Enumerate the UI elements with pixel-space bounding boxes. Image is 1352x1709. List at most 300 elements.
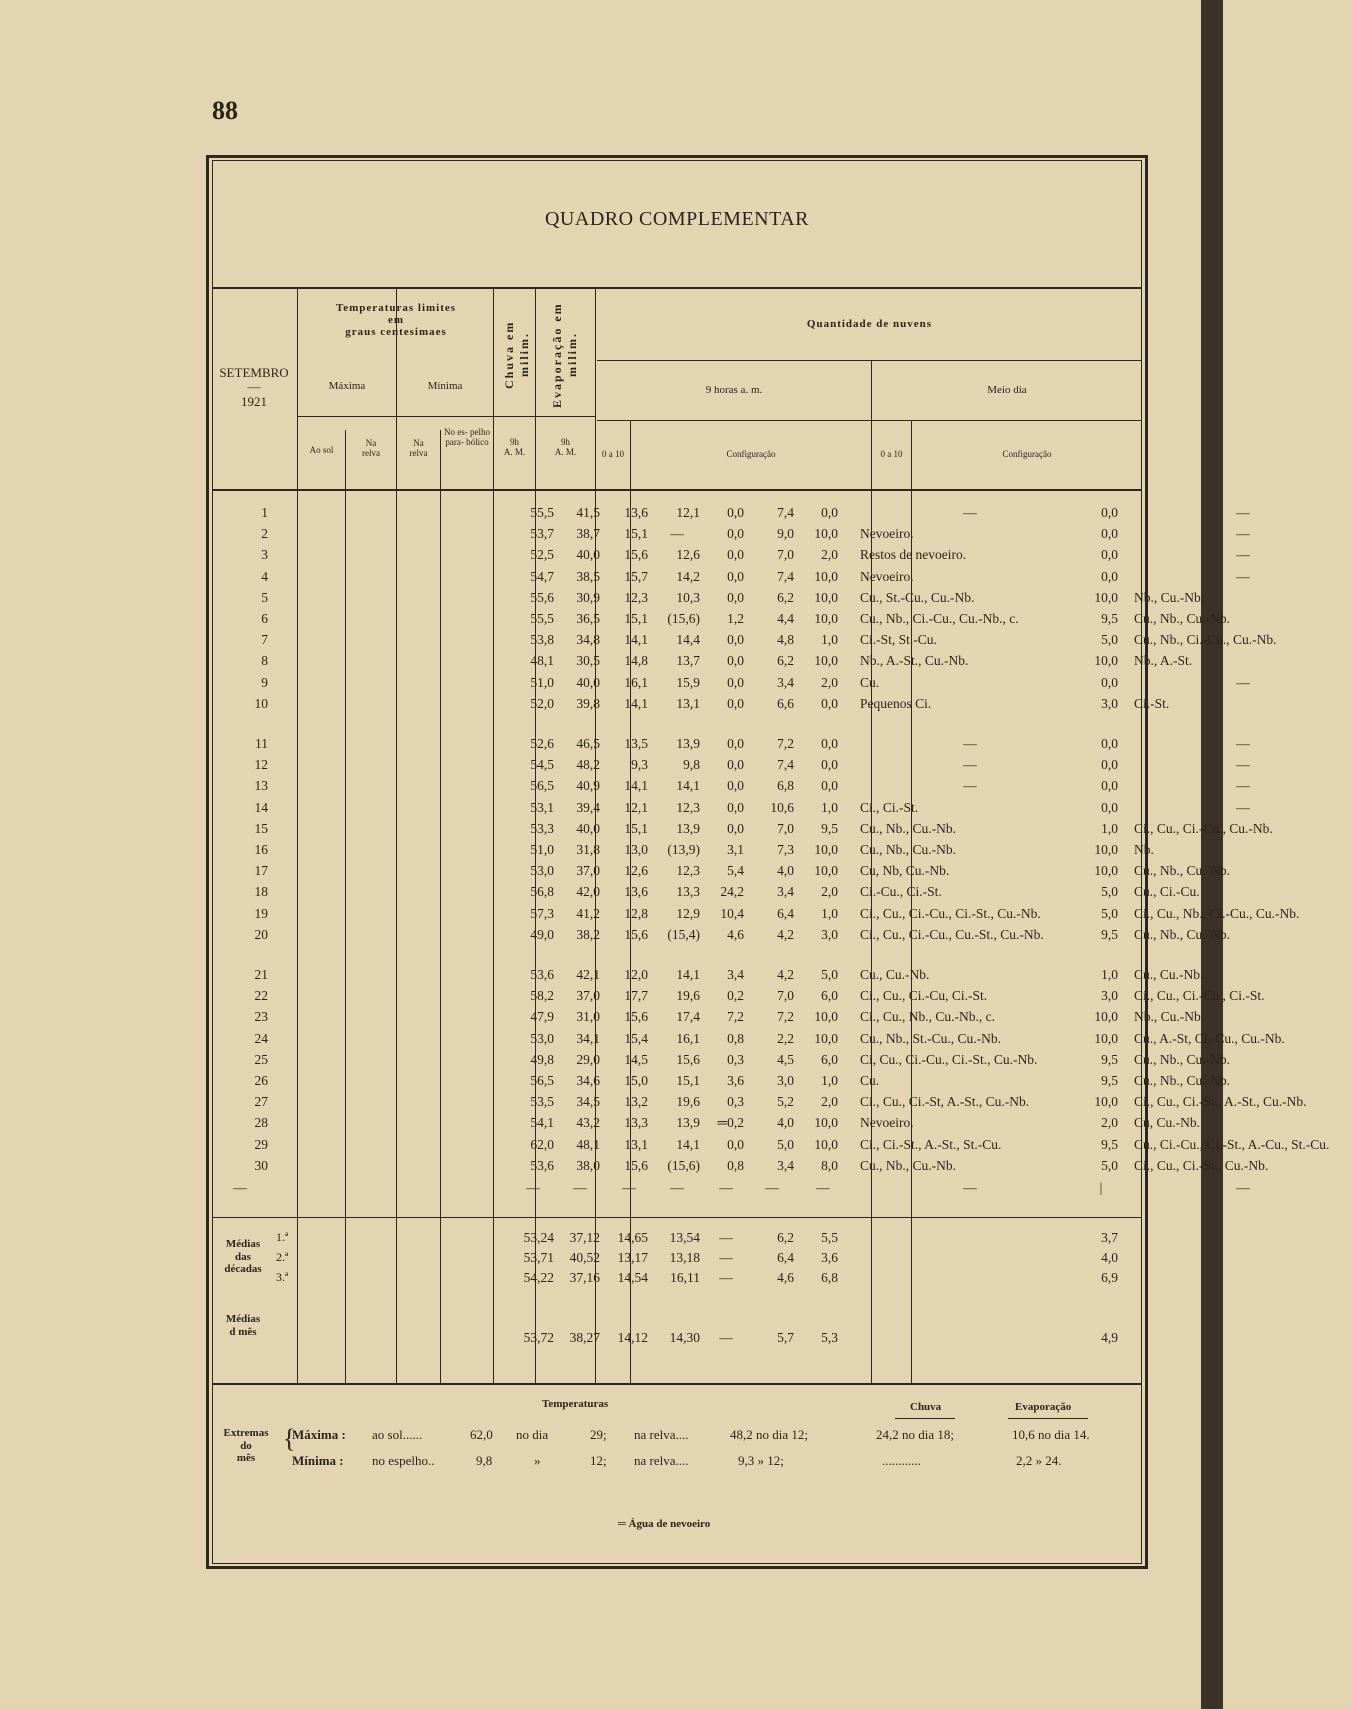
decade-avg-nmd: 4,0: [1101, 1250, 1118, 1265]
cell-nuvens-9h: 10,0: [814, 611, 838, 626]
cell-config-meio-dia: Cu., Nb., Cu.-Nb.: [1134, 863, 1231, 879]
cell-max-sol: 58,2: [530, 988, 554, 1004]
cell-config-9h: Cu., Nb., Ci.-Cu., Cu.-Nb., c.: [860, 611, 1019, 626]
cell-min-espelho: 16,1: [676, 1030, 700, 1046]
table-row: [212, 524, 1250, 545]
cell-nuvens-meio-dia: 10,0: [1094, 653, 1118, 669]
cell-chuva: 3,1: [727, 842, 744, 857]
cell-max-relva: 31,0: [576, 1009, 600, 1025]
cell-nuvens-meio-dia: 5,0: [1101, 905, 1118, 921]
dash-cell: —: [816, 1180, 830, 1195]
cell-config-9h: Cu.: [860, 1073, 880, 1088]
cell-max-relva: 34,8: [576, 632, 600, 648]
cell-day: 13: [254, 778, 268, 794]
cell-nuvens-9h: 10,0: [814, 1009, 838, 1025]
cell-max-sol: 53,5: [530, 1094, 554, 1110]
maxima-header: Máxima: [328, 380, 366, 392]
dash-cell: —: [963, 1180, 977, 1195]
cell-nuvens-9h: 6,0: [821, 988, 838, 1004]
evap-underline: [1008, 1418, 1088, 1419]
cell-chuva: 1,2: [727, 611, 744, 626]
cell-max-sol: 51,0: [530, 842, 554, 857]
header-bottom-rule: [212, 489, 1142, 491]
cell-min-espelho: 19,6: [676, 1094, 700, 1110]
cell-nuvens-9h: 6,0: [821, 1051, 838, 1067]
cell-config-9h: Ci., Cu., Nb., Cu.-Nb., c.: [860, 1009, 995, 1025]
page-title: QUADRO COMPLEMENTAR: [544, 208, 810, 230]
table-bottom-rule: [212, 1383, 1142, 1385]
cell-max-relva: 38,7: [576, 526, 600, 542]
cell-config-9h: Ci, Cu., Ci.-Cu., Ci.-St., Cu.-Nb.: [860, 1051, 1038, 1067]
cell-max-sol: 54,7: [530, 568, 554, 584]
minima-header: Mínima: [427, 380, 463, 392]
cell-config-9h: Pequenos Ci.: [860, 695, 932, 711]
decade-avg-n9: 6,8: [821, 1270, 838, 1285]
cell-config-meio-dia: Ci., Cu., Ci.-Cu., Ci.-St.: [1134, 988, 1265, 1004]
cell-day: 10: [254, 695, 268, 711]
cell-day: 18: [254, 884, 268, 900]
table-row: [212, 904, 1300, 925]
na-relva-min-header: Na relva: [409, 438, 428, 458]
evaporacao-header: Evaporação em milim.: [550, 302, 579, 408]
cell-max-relva: 36,5: [576, 611, 600, 626]
cell-nuvens-9h: 10,0: [814, 568, 838, 584]
max-ao-sol: ao sol......: [372, 1427, 423, 1442]
max-evap: 10,6 no dia 14.: [1012, 1427, 1090, 1442]
cell-max-sol: 53,0: [530, 863, 554, 879]
cell-config-9h: —: [963, 736, 977, 751]
cell-config-meio-dia: —: [1236, 778, 1250, 794]
cell-nuvens-meio-dia: 3,0: [1101, 988, 1118, 1004]
cell-nuvens-meio-dia: 0,0: [1101, 526, 1118, 542]
decade-avg-nmd: 6,9: [1101, 1270, 1118, 1285]
cell-evaporacao: 3,4: [777, 1157, 794, 1173]
cell-chuva: 0,0: [727, 695, 744, 711]
table-row: [212, 1071, 1231, 1092]
table-row: [212, 776, 1250, 797]
cell-day: 28: [254, 1115, 268, 1131]
chuva-header: Chuva em milim.: [502, 320, 531, 390]
cell-nuvens-meio-dia: 0,0: [1101, 736, 1118, 751]
cell-min-relva: 15,6: [624, 547, 648, 563]
cell-evaporacao: 4,5: [777, 1051, 794, 1067]
cell-nuvens-meio-dia: 10,0: [1094, 863, 1118, 879]
table-row: [212, 819, 1273, 840]
cell-config-9h: Nevoeiro.: [860, 1115, 914, 1131]
cell-min-espelho: 12,9: [676, 905, 700, 921]
cell-max-sol: 52,0: [530, 695, 554, 711]
cell-min-espelho: 13,3: [676, 884, 700, 900]
table-row: [212, 1050, 1231, 1071]
cell-max-relva: 38,2: [576, 926, 600, 942]
cell-min-relva: 9,3: [631, 757, 648, 773]
cell-max-sol: 54,5: [530, 757, 554, 773]
table-row: [212, 1092, 1307, 1113]
cell-min-espelho: 13,9: [676, 736, 700, 751]
cell-nuvens-9h: 2,0: [821, 1094, 838, 1110]
cell-evaporacao: 7,0: [777, 547, 794, 563]
cell-chuva: 0,0: [727, 589, 744, 605]
cell-config-9h: —: [963, 505, 977, 520]
min-evap: 2,2 » 24.: [1016, 1453, 1062, 1468]
cell-evaporacao: 7,4: [777, 568, 794, 584]
cell-min-espelho: 13,9: [676, 820, 700, 836]
min-value: 9,8: [476, 1453, 493, 1468]
meio-dia-header: Meio dia: [987, 384, 1027, 396]
cell-day: 21: [254, 967, 268, 982]
cell-day: 19: [254, 905, 268, 921]
nuvens-header: Quantidade de nuvens: [806, 318, 933, 330]
cell-min-espelho: (15,6): [667, 1157, 700, 1173]
decade-avg-min-relva: 14,54: [617, 1270, 648, 1285]
cell-max-relva: 41,5: [576, 505, 600, 520]
table-row: [212, 1029, 1285, 1050]
cell-max-sol: 55,6: [530, 589, 554, 605]
cell-day: 8: [261, 653, 268, 669]
table-row: [212, 1135, 1330, 1156]
cell-max-relva: 40,9: [576, 778, 600, 794]
cell-max-sol: 49,8: [530, 1051, 554, 1067]
cell-max-relva: 40,0: [576, 547, 600, 563]
cell-min-espelho: 9,8: [683, 757, 700, 773]
cell-nuvens-meio-dia: 2,0: [1101, 1115, 1118, 1131]
espelho-header: No es- pelho para- bólico: [444, 427, 490, 447]
cell-evaporacao: 6,8: [777, 778, 794, 794]
cell-config-meio-dia: Cu., A.-St, Ci.-Cu., Cu.-Nb.: [1134, 1030, 1285, 1046]
cell-chuva: 0,0: [727, 526, 744, 542]
cell-chuva: 7,2: [727, 1009, 744, 1025]
cell-config-meio-dia: Nb., Cu.-Nb.: [1134, 1009, 1205, 1025]
footnote: ═ Água de nevoeiro: [618, 1518, 711, 1530]
cell-chuva: 0,0: [727, 820, 744, 836]
min-chuva: ............: [882, 1453, 921, 1468]
cell-min-espelho: 15,9: [676, 674, 700, 690]
cell-nuvens-meio-dia: 10,0: [1094, 1094, 1118, 1110]
cell-evaporacao: 9,0: [777, 526, 794, 542]
cell-chuva: 0,8: [727, 1157, 744, 1173]
cell-nuvens-9h: 10,0: [814, 1030, 838, 1046]
cell-nuvens-meio-dia: 5,0: [1101, 1157, 1118, 1173]
decade-avg-chuva: —: [719, 1250, 733, 1265]
cell-nuvens-9h: 0,0: [821, 736, 838, 751]
cell-min-relva: 15,1: [624, 526, 648, 542]
cell-chuva: 24,2: [720, 884, 744, 900]
cell-day: 4: [261, 568, 268, 584]
min-day: 12;: [590, 1453, 607, 1468]
cell-min-espelho: —: [670, 526, 684, 542]
cell-min-relva: 13,1: [624, 1136, 648, 1152]
cell-config-9h: Cu., Cu.-Nb.: [860, 967, 930, 982]
cell-max-relva: 40,0: [576, 674, 600, 690]
cell-max-relva: 43,2: [576, 1115, 600, 1131]
cell-nuvens-9h: 0,0: [821, 778, 838, 794]
cell-max-relva: 37,0: [576, 863, 600, 879]
cell-max-relva: 37,0: [576, 988, 600, 1004]
cell-chuva: 0,3: [727, 1051, 744, 1067]
decade-number: 2.ª: [276, 1250, 289, 1264]
cell-config-9h: Nevoeiro.: [860, 526, 914, 542]
cell-config-9h: Ci., Ci.-St., A.-St., St.-Cu.: [860, 1136, 1002, 1152]
cell-max-sol: 53,6: [530, 1157, 554, 1173]
cell-chuva: 0,0: [727, 547, 744, 563]
cell-config-meio-dia: Ci., Cu., Ci.-Cu., Cu.-Nb.: [1134, 820, 1273, 836]
month-avg-min-relva: 14,12: [617, 1330, 648, 1345]
decade-avg-max-relva: 37,16: [569, 1270, 600, 1285]
cell-evaporacao: 7,3: [777, 842, 794, 857]
cell-config-9h: Ci.-St, St.-Cu.: [860, 632, 937, 648]
cell-nuvens-meio-dia: 0,0: [1101, 799, 1118, 815]
cell-config-meio-dia: —: [1236, 547, 1250, 563]
cell-config-9h: Ci., Cu., Ci.-St, A.-St., Cu.-Nb.: [860, 1094, 1030, 1110]
cell-min-espelho: 15,6: [676, 1051, 700, 1067]
table-row: [212, 588, 1205, 609]
cell-day: 16: [254, 842, 268, 857]
decade-avg-evap: 4,6: [777, 1270, 794, 1285]
cell-day: 6: [261, 611, 268, 626]
cell-evaporacao: 6,6: [777, 695, 794, 711]
cell-min-espelho: 12,3: [676, 799, 700, 815]
cell-max-sol: 53,7: [530, 526, 554, 542]
decade-avg-max-relva: 40,52: [569, 1250, 600, 1265]
cell-min-relva: 13,3: [624, 1115, 648, 1131]
cell-min-espelho: 13,1: [676, 695, 700, 711]
cell-max-sol: 62,0: [530, 1136, 554, 1152]
cell-max-sol: 53,0: [530, 1030, 554, 1046]
cell-evaporacao: 3,4: [777, 674, 794, 690]
cell-min-relva: 12,8: [624, 905, 648, 921]
cell-min-relva: 13,6: [624, 884, 648, 900]
cell-nuvens-9h: 0,0: [821, 505, 838, 520]
dash-cell: —: [1236, 1180, 1250, 1195]
cell-max-sol: 53,6: [530, 967, 554, 982]
table-row-dashes: [212, 1178, 1250, 1199]
cell-nuvens-9h: 9,5: [821, 820, 838, 836]
cell-nuvens-meio-dia: 10,0: [1094, 842, 1118, 857]
cell-config-meio-dia: —: [1236, 568, 1250, 584]
max-relva-value: 48,2 no dia 12;: [730, 1427, 808, 1442]
cell-max-sol: 48,1: [530, 653, 554, 669]
cell-max-sol: 53,3: [530, 820, 554, 836]
decade-avg-min-esp: 16,11: [670, 1270, 700, 1285]
cell-config-meio-dia: Ci., Cu., Nb., Ci.-Cu., Cu.-Nb.: [1134, 905, 1300, 921]
cell-nuvens-meio-dia: 1,0: [1101, 967, 1118, 982]
cell-evaporacao: 4,0: [777, 863, 794, 879]
cell-min-espelho: 14,1: [676, 778, 700, 794]
table-row: [212, 694, 1170, 715]
decade-avg-min-esp: 13,54: [669, 1230, 700, 1245]
table-row: [212, 503, 1250, 524]
cell-nuvens-9h: 0,0: [821, 695, 838, 711]
cell-max-relva: 41,2: [576, 905, 600, 921]
dash-cell: —: [719, 1180, 733, 1195]
max-chuva: 24,2 no dia 18;: [876, 1427, 954, 1442]
min-espelho: no espelho..: [372, 1453, 435, 1468]
cell-config-meio-dia: Nb.: [1134, 842, 1154, 857]
cell-config-meio-dia: Cu., Ci.-Cu., Ci.-St., A.-Cu., St.-Cu.: [1134, 1136, 1330, 1152]
cell-day: 12: [254, 757, 268, 773]
cell-config-9h: Nb., A.-St., Cu.-Nb.: [860, 653, 969, 669]
table-row: [212, 673, 1250, 694]
cell-config-meio-dia: Cu., Ci.-Cu.: [1134, 884, 1200, 900]
cell-nuvens-meio-dia: 0,0: [1101, 547, 1118, 563]
cell-max-sol: 56,5: [530, 1073, 554, 1088]
cell-min-espelho: 19,6: [676, 988, 700, 1004]
dash-cell: |: [1099, 1180, 1103, 1195]
cell-evaporacao: 7,4: [777, 505, 794, 520]
table-row: [212, 651, 1193, 672]
dash-cell: —: [765, 1180, 779, 1195]
cell-evaporacao: 6,2: [777, 589, 794, 605]
cell-min-relva: 14,5: [624, 1051, 648, 1067]
cell-min-relva: 13,5: [624, 736, 648, 751]
cell-min-relva: 15,1: [624, 611, 648, 626]
cell-nuvens-9h: 10,0: [814, 653, 838, 669]
cell-min-relva: 15,6: [624, 926, 648, 942]
maxima-label: Máxima :: [292, 1427, 346, 1442]
cell-chuva: 0,0: [727, 757, 744, 773]
cell-chuva: 0,0: [727, 674, 744, 690]
cell-min-relva: 15,7: [624, 568, 648, 584]
cell-nuvens-9h: 10,0: [814, 863, 838, 879]
cell-min-espelho: (15,6): [667, 611, 700, 626]
cell-evaporacao: 10,6: [770, 799, 794, 815]
cell-chuva: 0,8: [727, 1030, 744, 1046]
chuva-underline: [895, 1418, 955, 1419]
decade-avg-evap: 6,4: [777, 1250, 794, 1265]
table-row: [212, 1113, 1201, 1134]
cell-config-meio-dia: Cu., Nb., Ci.-Cu., Cu.-Nb.: [1134, 632, 1277, 648]
cell-nuvens-9h: 0,0: [821, 757, 838, 773]
cell-evaporacao: 7,2: [777, 1009, 794, 1025]
cell-max-sol: 55,5: [530, 611, 554, 626]
cell-max-sol: 53,1: [530, 799, 554, 815]
cell-day: 17: [254, 863, 268, 879]
month-avg-max-relva: 38,27: [569, 1330, 600, 1345]
cell-nuvens-9h: 10,0: [814, 842, 838, 857]
cell-min-relva: 14,8: [624, 653, 648, 669]
chuva-9h: 9h A. M.: [503, 437, 526, 457]
month-avg-min-esp: 14,30: [669, 1330, 700, 1345]
min-na-relva: na relva....: [634, 1453, 689, 1468]
month-averages-label: Médias d mês: [225, 1313, 261, 1339]
cell-day: 7: [261, 632, 268, 648]
cell-min-relva: 13,0: [624, 842, 648, 857]
cell-nuvens-meio-dia: 0,0: [1101, 505, 1118, 520]
cell-max-relva: 30,5: [576, 653, 600, 669]
cell-max-sol: 47,9: [530, 1009, 554, 1025]
max-na-relva: na relva....: [634, 1427, 689, 1442]
temperature-group-header: Temperaturas limites em graus centesimaes: [335, 302, 457, 339]
cell-min-relva: 13,2: [624, 1094, 648, 1110]
cell-chuva: 0,2: [727, 988, 744, 1004]
decade-number: 3.ª: [276, 1270, 289, 1284]
cell-chuva: 0,0: [727, 653, 744, 669]
cell-evaporacao: 7,0: [777, 820, 794, 836]
minima-label: Mínima :: [292, 1453, 344, 1468]
cell-evaporacao: 3,4: [777, 884, 794, 900]
dash-cell: —: [233, 1180, 247, 1195]
cell-day: 20: [254, 926, 268, 942]
cell-max-relva: 29,0: [576, 1051, 600, 1067]
cell-max-relva: 48,2: [576, 757, 600, 773]
cell-day: 22: [254, 988, 268, 1004]
month-avg-n9: 5,3: [821, 1330, 838, 1345]
cell-evaporacao: 4,4: [777, 611, 794, 626]
cell-min-espelho: 13,9: [676, 1115, 700, 1131]
evap-9h: 9h A. M.: [554, 437, 577, 457]
month-avg-evap: 5,7: [777, 1330, 794, 1345]
config-header-9h: Configuração: [726, 449, 776, 459]
cell-nuvens-9h: 1,0: [821, 1073, 838, 1088]
cell-min-relva: 12,0: [624, 967, 648, 982]
cell-evaporacao: 4,0: [777, 1115, 794, 1131]
cell-min-relva: 12,3: [624, 589, 648, 605]
cell-nuvens-9h: 2,0: [821, 884, 838, 900]
cell-day: 2: [261, 526, 268, 542]
cell-config-9h: Cu, Nb, Cu.-Nb.: [860, 863, 950, 879]
ext-evap-header: Evaporação: [1015, 1401, 1072, 1413]
cell-max-relva: 38,0: [576, 1157, 600, 1173]
cell-day: 1: [261, 505, 268, 520]
cell-max-sol: 52,6: [530, 736, 554, 751]
cell-day: 29: [254, 1136, 268, 1152]
cell-day: 5: [261, 589, 268, 605]
cell-max-relva: 34,6: [576, 1073, 600, 1088]
temp-subrule: [297, 416, 595, 417]
max-day: 29;: [590, 1427, 607, 1442]
cell-chuva: 0,0: [727, 736, 744, 751]
escala-header-9h: 0 a 10: [602, 449, 624, 459]
cell-min-espelho: 14,1: [676, 967, 700, 982]
decade-avg-n9: 5,5: [821, 1230, 838, 1245]
cell-min-relva: 15,1: [624, 820, 648, 836]
cell-day: 25: [254, 1051, 268, 1067]
table-row: [212, 798, 1250, 819]
cell-max-relva: 31,8: [576, 842, 600, 857]
decade-avg-chuva: —: [719, 1230, 733, 1245]
cell-config-meio-dia: Nb., A.-St.: [1134, 653, 1193, 669]
cell-max-sol: 49,0: [530, 926, 554, 942]
ext-temp-header: Temperaturas: [542, 1398, 609, 1410]
table-row: [212, 925, 1231, 946]
cell-min-relva: 12,1: [624, 799, 648, 815]
decade-avg-min-esp: 13,18: [669, 1250, 700, 1265]
cell-day: 30: [254, 1157, 268, 1173]
cell-min-relva: 15,6: [624, 1157, 648, 1173]
decade-avg-evap: 6,2: [777, 1230, 794, 1245]
cell-config-9h: Ci., Ci.-St.: [860, 799, 919, 815]
cell-config-9h: Cu., St.-Cu., Cu.-Nb.: [860, 589, 975, 605]
cell-max-relva: 46,5: [576, 736, 600, 751]
month-label: SETEMBRO — 1921: [219, 365, 289, 409]
cell-min-espelho: (13,9): [667, 842, 700, 857]
cell-min-espelho: 17,4: [676, 1009, 700, 1025]
cell-nuvens-9h: 8,0: [821, 1157, 838, 1173]
cell-nuvens-meio-dia: 9,5: [1101, 1073, 1118, 1088]
cell-max-sol: 51,0: [530, 674, 554, 690]
cell-max-relva: 39,4: [576, 799, 600, 815]
cell-nuvens-meio-dia: 1,0: [1101, 820, 1118, 836]
table-row: [212, 840, 1154, 861]
cell-min-espelho: 14,1: [676, 1136, 700, 1152]
table-row: [212, 1156, 1269, 1177]
cell-min-relva: 14,1: [624, 695, 648, 711]
cell-nuvens-9h: 10,0: [814, 1136, 838, 1152]
cell-max-sol: 55,5: [530, 505, 554, 520]
decade-averages-label: Médias das décadas: [224, 1238, 262, 1276]
decade-avg-max-sol: 53,71: [523, 1250, 554, 1265]
cell-config-meio-dia: —: [1236, 674, 1250, 690]
